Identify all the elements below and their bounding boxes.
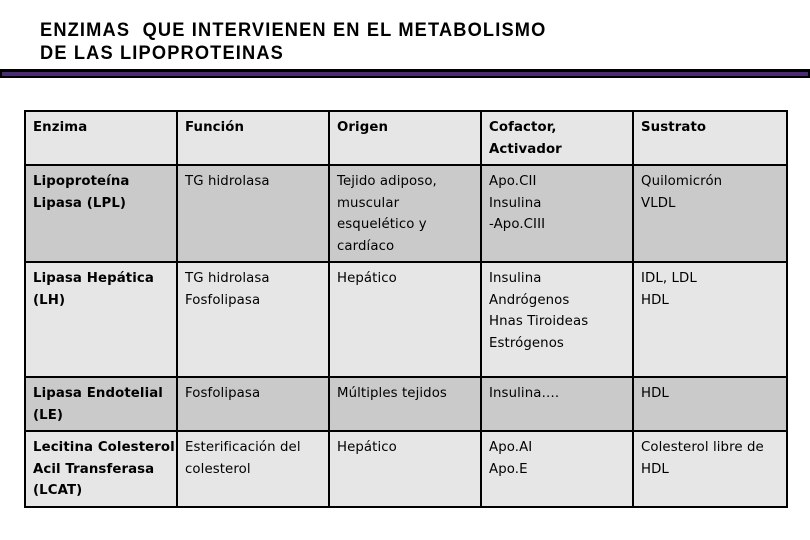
cell-text-line: Lipasa (LPL) [33,195,127,211]
header-origen [329,111,481,165]
cell-substrate [633,165,787,262]
cell-text-line: Apo.AI [489,440,533,455]
cell-text-line: Estrógenos [489,335,564,351]
header-sustrato [633,111,787,165]
cell-text-line: TG hidrolasa [185,174,270,189]
header-funcion [177,111,329,165]
slide-title-line-1: ENZIMAS QUE INTERVIENEN EN EL METABOLISMO [40,20,547,41]
cell-text-line: Lecitina Colesterol [33,440,175,455]
cell-text-line: Apo.CII [489,174,537,189]
cell-text-line: Sustrato [641,120,707,135]
cell-text-line: Fosfolipasa [185,386,261,401]
cell-cofactor [481,377,633,431]
cell-enzyme [25,262,177,377]
cell-text-line: HDL [641,386,669,401]
cell-origin [329,431,481,507]
cell-text-line: esquelético y [337,217,427,232]
cell-cofactor [481,262,633,377]
cell-text-line: (LCAT) [33,483,83,498]
cell-text-line: HDL [641,461,669,477]
cell-function [177,165,329,262]
cell-text-line: Quilomicrón [641,174,723,189]
cell-text-line: (LH) [33,292,66,308]
cell-substrate [633,262,787,377]
cell-text-line: Andrógenos [489,292,570,308]
cell-enzyme [25,431,177,507]
cell-text-line: Función [185,120,245,135]
cell-text-line: Lipasa Hepática [33,271,154,286]
table-row-le [25,377,787,431]
cell-text-line: (LE) [33,407,64,423]
header-enzima [25,111,177,165]
table-row-lpl [25,165,787,262]
cell-text-line: HDL [641,292,669,308]
title-divider-bar [0,69,810,78]
cell-text-line: Lipoproteína [33,174,130,189]
table-row-lh [25,262,787,377]
cell-function [177,262,329,377]
cell-cofactor [481,431,633,507]
cell-text-line: Origen [337,120,389,135]
cell-text-line: Apo.E [489,461,528,477]
cell-text-line: colesterol [185,461,251,477]
cell-text-line: Fosfolipasa [185,292,261,308]
cell-origin [329,165,481,262]
cell-origin [329,377,481,431]
cell-text-line: Esterificación del [185,440,301,455]
cell-text-line: Insulina [489,271,542,286]
cell-cofactor [481,165,633,262]
cell-enzyme [25,377,177,431]
cell-text-line: Cofactor, [489,120,557,135]
title-divider-bar-fill [2,72,808,76]
cell-text-line: Enzima [33,120,88,135]
cell-text-line: Activador [489,141,562,157]
cell-substrate [633,431,787,507]
cell-origin [329,262,481,377]
cell-text-line: muscular [337,195,400,211]
cell-enzyme [25,165,177,262]
cell-text-line: Acil Transferasa [33,461,155,477]
slide-title-line-2: DE LAS LIPOPROTEINAS [40,43,284,64]
cell-text-line: Colesterol libre de [641,440,764,455]
cell-text-line: TG hidrolasa [185,271,270,286]
cell-substrate [633,377,787,431]
table-header-row [25,111,787,165]
header-cofactor-activador [481,111,633,165]
cell-text-line: -Apo.CIII [489,217,546,232]
slide-title [40,19,546,65]
cell-text-line: Insulina [489,195,542,211]
cell-text-line: Hepático [337,440,397,455]
cell-function [177,377,329,431]
cell-text-line: Hepático [337,271,397,286]
cell-text-line: Lipasa Endotelial [33,386,163,401]
cell-text-line: Múltiples tejidos [337,386,447,401]
cell-text-line: Tejido adiposo, [337,174,437,189]
table-row-lcat [25,431,787,507]
cell-text-line: cardíaco [337,238,395,254]
cell-text-line: IDL, LDL [641,271,697,286]
cell-function [177,431,329,507]
cell-text-line: VLDL [641,195,676,211]
cell-text-line: Hnas Tiroideas [489,314,589,329]
enzymes-table [24,110,788,508]
cell-text-line: Insulina…. [489,386,560,401]
